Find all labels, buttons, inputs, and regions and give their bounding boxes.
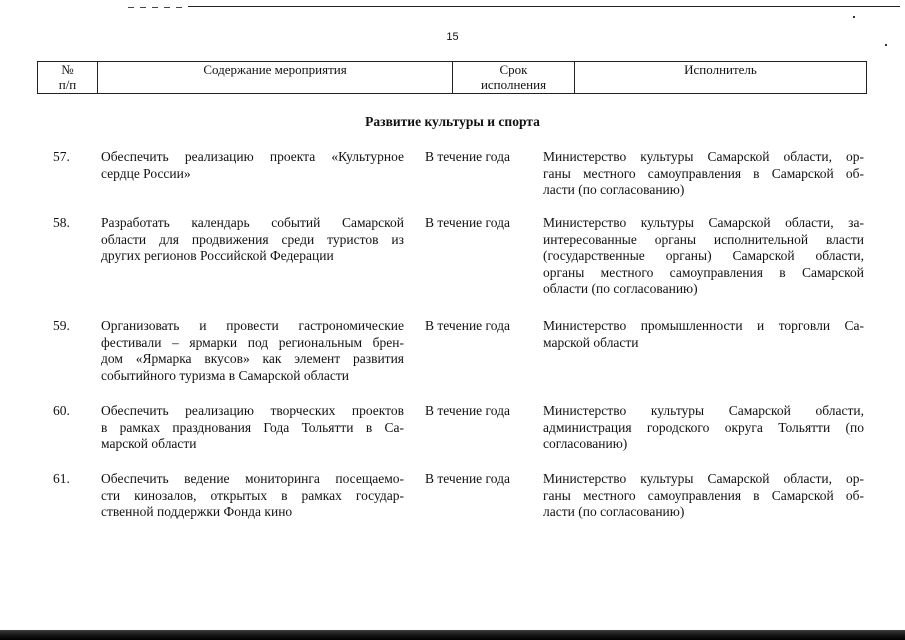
row-term: В течение года [425, 318, 510, 333]
content-line: событийного туризма в Самарской области [101, 367, 350, 383]
executor-line: администрация городского округа Тольятти (по [543, 419, 864, 435]
executor-line: Министерство культуры Самарской области, ор- [543, 471, 864, 486]
executor-line: ласти (по согласованию) [543, 182, 685, 197]
header-term-line: исполнения [480, 77, 547, 92]
row-term: В течение года [425, 471, 510, 486]
row-executor [543, 471, 864, 521]
executor-line: марской области [543, 334, 639, 350]
row-content [101, 149, 404, 182]
row-number: 58. [53, 215, 70, 230]
content-line: Разработать календарь событий Самарской [101, 215, 404, 230]
page-number: 15 [446, 31, 459, 43]
table-header [37, 61, 867, 94]
row-term: В течение года [425, 149, 510, 164]
scan-artifact [853, 16, 855, 18]
content-line: сти кинозалов, открытых в рамках государ- [101, 487, 404, 503]
executor-line: органы местного самоуправления в Самарской [543, 264, 864, 280]
executor-line: Министерство культуры Самарской области, [543, 403, 864, 418]
header-content-line: Содержание мероприятия [203, 62, 347, 77]
content-line: сердце России» [101, 165, 191, 181]
row-content [101, 471, 404, 521]
scan-artifact [885, 44, 887, 46]
executor-line: (государственные органы) Самарской области, [543, 248, 864, 263]
scan-artifact [0, 630, 905, 640]
section-title: Развитие культуры и спорта [365, 114, 540, 129]
content-line: Обеспечить ведение мониторинга посещаемо- [101, 471, 404, 486]
row-content [101, 215, 404, 265]
row-number: 59. [53, 318, 70, 333]
executor-line: согласованию) [543, 436, 628, 451]
header-executor [575, 62, 866, 93]
header-term-line: Срок [499, 62, 528, 77]
row-content [101, 403, 404, 453]
executor-line: Министерство культуры Самарской области, ор- [543, 149, 864, 164]
header-num-line: п/п [58, 77, 77, 92]
row-executor [543, 403, 864, 453]
executor-line: области (по согласованию) [543, 281, 698, 296]
content-line: Обеспечить реализацию творческих проектов [101, 403, 404, 418]
row-executor [543, 215, 864, 298]
row-number: 61. [53, 471, 70, 486]
header-term [453, 62, 575, 93]
content-line: марской области [101, 436, 197, 451]
row-content [101, 318, 404, 384]
executor-line: интересованные органы исполнительной власти [543, 231, 864, 247]
header-num [38, 62, 98, 93]
scan-artifact [128, 7, 186, 8]
row-executor [543, 318, 864, 351]
content-line: ственной поддержки Фонда кино [101, 504, 293, 519]
row-executor [543, 149, 864, 199]
content-line: области для продвижения среди туристов из [101, 231, 404, 247]
executor-line: ганы местного самоуправления в Самарской об- [543, 165, 864, 181]
executor-line: Министерство культуры Самарской области, за- [543, 215, 864, 230]
header-num-line: № [61, 62, 74, 77]
executor-line: ласти (по согласованию) [543, 504, 685, 519]
content-line: дом «Ярмарка вкусов» как элемент развития [101, 351, 404, 366]
row-number: 57. [53, 149, 70, 164]
executor-line: Министерство промышленности и торговли Са- [543, 318, 864, 333]
content-line: в рамках празднования Года Тольятти в Са- [101, 419, 404, 435]
header-content [98, 62, 453, 93]
header-executor-line: Исполнитель [684, 62, 757, 77]
content-line: фестивали – ярмарки под региональным брен- [101, 334, 404, 350]
content-line: Обеспечить реализацию проекта «Культурное [101, 149, 404, 164]
executor-line: ганы местного самоуправления в Самарской об- [543, 487, 864, 503]
row-term: В течение года [425, 215, 510, 230]
row-number: 60. [53, 403, 70, 418]
content-line: Организовать и провести гастрономические [101, 318, 404, 333]
content-line: других регионов Российской Федерации [101, 248, 334, 263]
scan-artifact [188, 6, 900, 7]
row-term: В течение года [425, 403, 510, 418]
